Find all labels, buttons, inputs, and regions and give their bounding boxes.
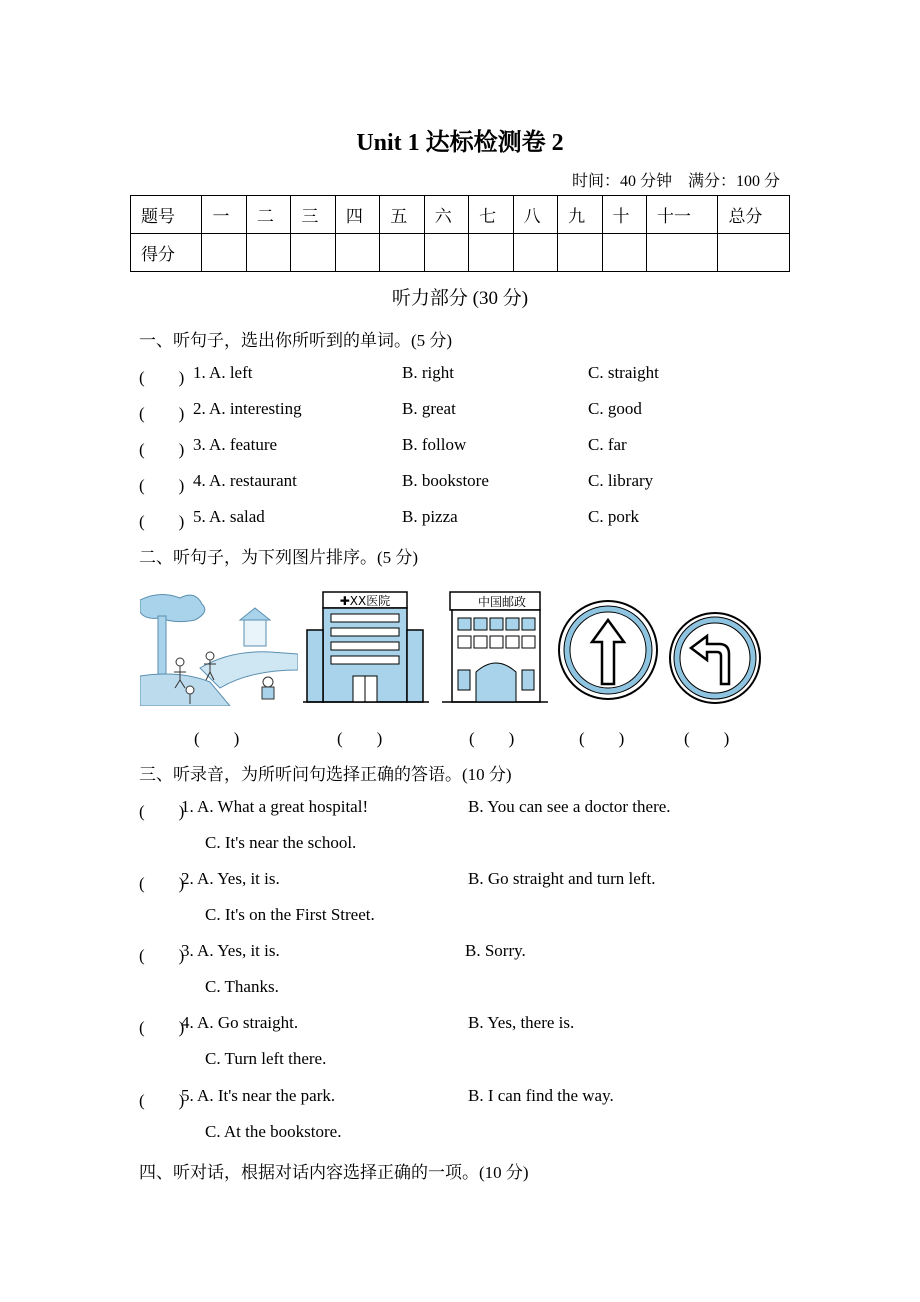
option-b: B. bookstore [402, 471, 489, 490]
score-cell[interactable] [513, 234, 557, 272]
post-office-picture [442, 590, 548, 706]
score-cell[interactable] [335, 234, 379, 272]
score-cell[interactable] [602, 234, 646, 272]
option-c: C. pork [588, 507, 639, 526]
answer-paren[interactable]: ( ) [139, 512, 185, 531]
answer-paren[interactable]: ( ) [139, 946, 185, 965]
answer-paren[interactable]: ( ) [139, 1091, 185, 1110]
picture-answer-paren[interactable]: ( ) [684, 729, 730, 748]
option-c: C. Turn left there. [205, 1049, 327, 1068]
score-cell[interactable] [558, 234, 602, 272]
section2-heading: 二、听句子，为下列图片排序。(5 分) [139, 548, 419, 567]
score-cell[interactable] [291, 234, 335, 272]
park-picture [140, 590, 298, 706]
score-cell[interactable] [718, 234, 790, 272]
listening-part-title: 听力部分 (30 分) [391, 288, 529, 309]
option-c: C. library [588, 471, 654, 490]
exam-meta: 时间：40 分钟 满分：100 分 [571, 173, 780, 190]
option-a: 5. A. It's near the park. [181, 1086, 336, 1105]
table-cell: 九 [558, 196, 602, 234]
option-a: 1. A. What a great hospital! [181, 797, 369, 816]
option-c: C. Thanks. [205, 977, 279, 996]
table-cell: 题号 [131, 196, 202, 234]
table-cell: 五 [380, 196, 424, 234]
option-b: B. Go straight and turn left. [468, 869, 656, 888]
answer-paren[interactable]: ( ) [139, 476, 185, 495]
table-cell: 四 [335, 196, 379, 234]
option-b: B. Yes, there is. [468, 1013, 575, 1032]
picture-answer-paren[interactable]: ( ) [194, 729, 240, 748]
option-a: 3. A. feature [193, 435, 278, 454]
option-c: C. good [588, 399, 642, 418]
option-a: 4. A. Go straight. [181, 1013, 299, 1032]
option-a: 2. A. interesting [193, 399, 302, 418]
page-title: Unit 1 达标检测卷 2 [356, 130, 564, 156]
option-b: B. I can find the way. [468, 1086, 614, 1105]
answer-paren[interactable]: ( ) [139, 874, 185, 893]
table-cell: 二 [246, 196, 290, 234]
answer-paren[interactable]: ( ) [139, 368, 185, 387]
option-a: 5. A. salad [193, 507, 265, 526]
option-c: C. It's near the school. [205, 833, 357, 852]
option-b: B. You can see a doctor there. [468, 797, 671, 816]
hospital-picture [303, 590, 429, 706]
option-c: C. It's on the First Street. [205, 905, 375, 924]
option-b: B. right [402, 363, 454, 382]
picture-answer-paren[interactable]: ( ) [469, 729, 515, 748]
hospital-sign-text: ✚XX医院 [339, 594, 391, 608]
option-b: B. great [402, 399, 456, 418]
table-cell: 三 [291, 196, 335, 234]
option-a: 4. A. restaurant [193, 471, 297, 490]
go-straight-sign-picture [556, 598, 660, 702]
table-cell: 八 [513, 196, 557, 234]
option-c: C. far [588, 435, 627, 454]
picture-answer-paren[interactable]: ( ) [337, 729, 383, 748]
answer-paren[interactable]: ( ) [139, 440, 185, 459]
option-a: 3. A. Yes, it is. [181, 941, 280, 960]
option-c: C. At the bookstore. [205, 1122, 342, 1141]
turn-left-sign-picture [667, 610, 763, 706]
score-cell[interactable] [469, 234, 513, 272]
table-cell: 一 [202, 196, 246, 234]
option-c: C. straight [588, 363, 659, 382]
score-table [130, 195, 790, 272]
answer-paren[interactable]: ( ) [139, 404, 185, 423]
score-table-header-row [131, 196, 790, 234]
picture-answer-paren[interactable]: ( ) [579, 729, 625, 748]
score-table-score-row [131, 234, 790, 272]
post-sign-text: 中国邮政 [477, 595, 527, 609]
table-cell: 六 [424, 196, 468, 234]
option-a: 1. A. left [193, 363, 253, 382]
table-cell: 十一 [646, 196, 717, 234]
section4-heading: 四、听对话，根据对话内容选择正确的一项。(10 分) [139, 1163, 529, 1182]
answer-paren[interactable]: ( ) [139, 802, 185, 821]
score-cell[interactable] [424, 234, 468, 272]
table-cell: 七 [469, 196, 513, 234]
score-cell[interactable] [202, 234, 246, 272]
table-cell: 总分 [718, 196, 790, 234]
section1-heading: 一、听句子，选出你所听到的单词。(5 分) [139, 331, 453, 350]
option-b: B. follow [402, 435, 467, 454]
score-cell[interactable] [380, 234, 424, 272]
score-cell[interactable] [246, 234, 290, 272]
answer-paren[interactable]: ( ) [139, 1018, 185, 1037]
section3-heading: 三、听录音，为所听问句选择正确的答语。(10 分) [139, 765, 512, 784]
option-a: 2. A. Yes, it is. [181, 869, 280, 888]
score-cell[interactable] [646, 234, 717, 272]
table-cell: 得分 [131, 234, 202, 272]
option-b: B. Sorry. [465, 941, 526, 960]
option-b: B. pizza [402, 507, 458, 526]
table-cell: 十 [602, 196, 646, 234]
